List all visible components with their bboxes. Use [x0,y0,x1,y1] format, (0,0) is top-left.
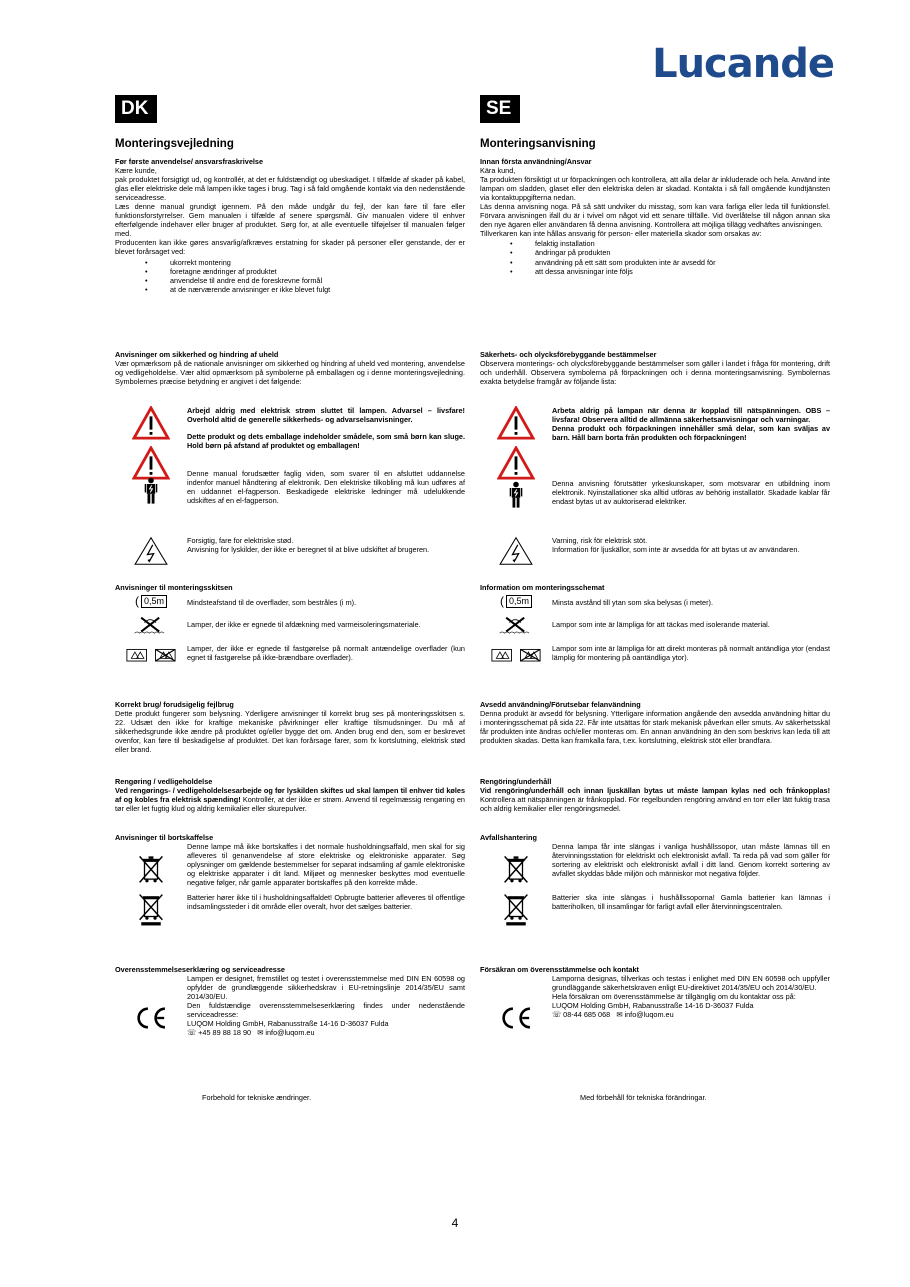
liability-list [115,258,465,294]
subheading: Avsedd användning/Förutsebar felanvändning [480,700,641,709]
paragraph: Tillverkaren kan inte hållas ansvarig för person- eller materiella skador som orsakas av: [480,229,762,239]
email-icon: ✉ [257,1028,264,1038]
section-intended-use [115,700,465,754]
phone-icon: ☏ [187,1028,197,1038]
subheading: Anvisninger til monteringsskitsen [115,583,233,592]
no-insulation-icon [498,615,534,635]
insulation-text: Lamper, der ikke er egnede til afdækning med varmeisoleringsmateriale. [187,619,421,629]
ce-mark-icon [499,1006,533,1030]
subheading: Før første anvendelse/ ansvarsfraskrivelse [115,157,264,166]
list-item: • ukorrekt montering [170,258,465,267]
paragraph: Läs denna anvisning noga. På så sätt undviker du misstag, som kan vara farliga eller leda till funktionsfel. Förvara anvisningen ifall du är i tvivel om något vid ett senare tillfälle. Vid överlåtelse till någon annan ska den nye ägaren eller användaren få denna anvisning. Kontrollera att möjliga tillägg vedhäftes anvisningen. [480,202,830,230]
distance-label: 0,5m [141,595,167,608]
paragraph: Ta produkten försiktigt ut ur förpackningen och kontrollera, att alla delar är inkluderade och hela. Använd inte lampan om sladden, glaset eller den elektriska delen är skadad. Kontakta i så fall omgående kundtjänsten via kontaktuppgifterna nedan. [480,175,830,203]
ce-mark-icon [134,1006,168,1030]
list-item: • foretagne ændringer af produktet [170,267,465,276]
paragraph: Læs denne manual grundigt igennem. På den måde undgår du fejl, der kan føre til fare eller funktionsforstyrrelser. Gem manualen i tilfælde af senere spørgsmål. Giv manualen videre til enhver efterfølgende indehaver eller bruger af produktet. Sørg for, at alle eventuelle tilføjelser til manualen følger med. [115,202,465,239]
electrician-text: Denne manual forudsætter faglig viden, som svarer til en afsluttet uddannelse indenfor manuel håndtering af elektronik. Den elektriske tilkobling må kun udføres af en uddannet el-fagperson. Beskadigede elektriske ledninger må udelukkende udskiftes af en el-fagperson. [187,469,465,506]
electrician-icon [144,475,158,507]
warning-triangle-icon [132,406,170,440]
flammable-text: Lamper, der ikke er egnede til fastgørelse på normalt antændelige overflader (kun egnet til fastgørelse på ikke-brændbare overflader). [187,643,465,662]
weee-text: Denna lampa får inte slängas i vanliga hushållssopor, utan måste lämnas till en återvinningsstation för elektriskt och elektroniskt avfall. Ta reda på vad som gäller för sortering av elektriskt och elektroniskt avfall i ditt land. Genom korrekt sortering av avfallet skyddas både miljön och människor mot negativa följder. [552,842,830,879]
weee-bin-icon [138,854,164,888]
conformity-text: Hela försäkran om överensstämmelse är tillgänglig om du kontaktar oss på: [552,992,796,1002]
distance-icon: ( 0,5m [500,594,532,609]
column-se [480,95,830,1020]
conformity-text: Den fuldstændige overensstemmelseserklæring findes under nedenstående serviceadresse: [187,1001,465,1020]
section-safety [115,350,465,386]
distance-icon: ( 0,5m [135,594,167,609]
subheading: Innan första användning/Ansvar [480,157,592,166]
section-first-use [115,157,465,294]
subheading: Information om monteringsschemat [480,583,605,592]
paragraph: Observera monterings- och olycksförebyggande bestämmelser som gäller i landet i fråga för montering, drift och underhåll. Observera symbolerna på förpackningen och i denna monteringsanvisning. Symbolernas exakta betydelse framgår av följande lista: [480,359,830,387]
section-title: Monteringsvejledning [115,138,234,150]
section-title: Monteringsanvisning [480,138,596,150]
shock-text: Varning, risk för elektrisk stöt. [552,536,648,545]
battery-text: Batterier hører ikke til i husholdningsaffaldet! Opbrugte batterier afleveres til offentlige indsamlingssteder i dit område eller overalt, hvor det sælges batterier. [187,893,465,912]
warning-text: Arbejd aldrig med elektrisk strøm sluttet til lampen. Advarsel – livsfare! Overhold altid de generelle sikkerheds- og advarselsanvisninger. [187,406,465,425]
section-cleaning [480,777,830,813]
warning-block [480,406,830,480]
cleaning-bold: Vid rengöring/underhåll och innan ljuskällan bytas ut måste lampan kylas ned och frånkopplas! [480,786,830,796]
paragraph: pak produktet forsigtigt ud, og kontrollér, at det er fuldstændigt og ubeskadiget. I tilfælde af skader på kabel, glas eller elektriske dele må lampen ikke tages i brug. Tag i så fald omgående kontakt via den nedenstående serviceadresse. [115,175,465,203]
warning-text: Arbeta aldrig på lampan när denna är kopplad till nätspänningen. OBS – livsfara! Observera alltid de allmänna säkerhetsanvisningar och varningar. [552,406,830,425]
service-address: LUQOM Holding GmbH, Rabanusstraße 14-16 D-36037 Fulda [187,1019,389,1029]
warning-triangle-icon [497,406,535,440]
list-item: • ändringar på produkten [535,248,830,257]
list-item: • anvendelse til andre end de foreskrevne formål [170,276,465,285]
electrician-icon [509,479,523,511]
contact-line [187,1028,465,1037]
phone-icon: ☏ [552,1010,562,1020]
conformity-text: Lamporna designas, tillverkas och testas i enlighet med DIN EN 60598 och uppfyller grundläggande säkerhetskraven enligt EU-direktivet 2014/35/EU och 2014/30/EU. [552,974,830,993]
footer-note-dk: Forbehold for tekniske ændringer. [202,1093,312,1102]
subheading: Korrekt brug/ forudsigelig fejlbrug [115,700,234,709]
section-disposal [115,833,465,927]
liability-list [480,239,830,275]
flammable-text: Lampor som inte är lämpliga för att direkt monteras på normalt antändliga ytor (endast lämplig för montering på oantändliga ytor). [552,643,830,662]
weee-text: Denne lampe må ikke bortskaffes i det normale husholdningsaffald, men skal for sig afleveres til genanvendelse af store elektriske og elektroniske apparater. Søg oplysninger om gældende bestemmelser for separat indsamling af gamle elektroniske og elektriske apparater i dit land. Miljøet og mennesker beskyttes mod eventuelle negative følger, når gamle apparater bortskaffes på den korrekte måde. [187,842,465,888]
weee-bin-icon [503,854,529,888]
section-mounting-sketch [115,583,465,662]
cleaning-bold: Ved rengørings- / vedligeholdelsesarbejde og før lyskilden skiftes ud skal lampen til enhver tid køles af og kobles fra elektrisk spænding! [115,786,465,805]
list-item: • at de nærværende anvisninger er ikke blevet fulgt [170,285,465,294]
paragraph [480,786,830,813]
conformity-text: Lampen er designet, fremstillet og testet i overensstemmelse med DIN EN 60598 og opfylder de grundlæggende sikkerhedskrav i EU-retningslinje 2014/35/EU samt 2014/30/EU. [187,974,465,1002]
shock-block [115,536,465,566]
distance-label: 0,5m [506,595,532,608]
email-address: info@luqom.eu [624,1010,674,1020]
shock-block [480,536,830,566]
section-cleaning [115,777,465,813]
electrician-text: Denna anvisning förutsätter yrkeskunskaper, som motsvarar en utbildning inom elektronik. Nyinstallationer ska alltid utföras av behörig installatör. Skadade kablar får endast bytas ut av auktoriserad elektriker. [552,479,830,507]
shock-text: Forsigtig, fare for elektriske stød. [187,536,294,545]
subheading: Anvisninger om sikkerhed og hindring af uheld [115,350,279,359]
section-intended-use [480,700,830,745]
shock-text: Anvisning for lyskilder, der ikke er beregnet til at blive udskiftet af brugeren. [187,545,430,555]
language-badge-se: SE [480,95,520,123]
subheading: Anvisninger til bortskaffelse [115,833,214,842]
subheading: Rengøring / vedligeholdelse [115,777,213,786]
flammable-surface-icon [491,644,541,662]
footer-note-se: Med förbehåll för tekniska förändringar. [580,1093,707,1102]
section-conformity [480,965,830,1030]
column-dk [115,95,465,1038]
email-address: info@luqom.eu [265,1028,315,1038]
contact-line [552,1010,830,1019]
section-first-use [480,157,830,276]
subheading: Säkerhets- och olycksförebyggande bestämmelser [480,350,657,359]
paragraph: Dette produkt fungerer som belysning. Yderligere anvisninger til korrekt brug ses på monteringsskitsen s. 22. Udsæt den ikke for kraftige mekaniske påvirkninger eller kraftige tilsmudsninger. Du må af sikkerhedsgrunde ikke ændre på produktet og/eller bygge det om. Anden brug end den, som er beskrevet ovenfor, kan føre til beskadigelse af produktet. Det kan forårsage farer, som fx kortslutning, elektrisk stød eller brand. [115,709,465,755]
distance-text: Minsta avstånd till ytan som ska belysas (i meter). [552,598,713,608]
battery-text: Batterier ska inte slängas i hushållssoporna! Gamla batterier kan lämnas i batteriholken, till insamlingar för farligt avfall eller återvinningscentralen. [552,893,830,912]
cleaning-rest: Kontrollera att nätspänningen är frånkopplad. För regelbunden rengöring använd en torr eller lätt fuktig trasa och aldrig kemikalier eller rengöringsmedel. [480,795,830,814]
subheading: Rengöring/underhåll [480,777,552,786]
section-safety [480,350,830,386]
section-mounting-sketch [480,583,830,662]
page-number: 4 [451,1216,459,1230]
paragraph: Denna produkt är avsedd för belysning. Ytterligare information angående den avsedda användning hittar du i monteringsschemat på sida 22. Får inte utsättas för stark mekanisk påverkan eller smuts. Av säkerhetsskäl får produkten inte ändras och/eller monteras om. En annan användning än den som beskrivs kan leda till att produkten skadas. Detta kan framkalla fara, t.ex. kortslutning, elektrisk stöt eller brandfara. [480,709,830,746]
brand-logo: Lucande [652,41,834,87]
service-address: LUQOM Holding GmbH, Rabanusstraße 14-16 D-36037 Fulda [552,1001,754,1011]
electric-shock-icon [133,536,169,566]
list-item: • användning på ett sätt som produkten inte är avsedd för [535,258,830,267]
subheading: Avfallshantering [480,833,537,842]
greeting: Kære kunde, [115,166,157,176]
electrician-block [115,469,465,507]
electric-shock-icon [498,536,534,566]
shock-text: Information för ljuskällor, som inte är avsedda för att bytas ut av användaren. [552,545,800,555]
section-disposal [480,833,830,927]
list-item: • felaktig installation [535,239,830,248]
warning-text: Dette produkt og dets emballage indeholder smådele, som små børn kan sluge. Hold børn på afstand af produktet og emballagen! [187,432,465,451]
greeting: Kära kund, [480,166,516,176]
insulation-text: Lampor som inte är lämpliga för att täckas med isolerande material. [552,619,770,629]
phone-number: 08-44 685 068 [563,1010,611,1020]
distance-text: Mindsteafstand til de overflader, som bestråles (i m). [187,598,357,608]
language-badge-dk: DK [115,95,157,123]
electrician-block [480,475,830,511]
no-insulation-icon [133,615,169,635]
subheading: Overensstemmelseserklæring og serviceadresse [115,965,285,974]
flammable-surface-icon [126,644,176,662]
paragraph: Vær opmærksom på de nationale anvisninger om sikkerhed og hindring af uheld ved montering, anvendelse og vedligeholdelse. Vær altid opmærksom på symbolerne på emballagen og i denne monteringsvejledning. Symbolernes præcise betydning er angivet i det følgende: [115,359,465,387]
battery-bin-icon [138,893,164,927]
phone-number: +45 89 88 18 90 [198,1028,252,1038]
warning-text: Denna produkt och förpackningen innehåller små delar, som kan sväljas av barn. Håll barn borta från produkten och förpackningen! [552,424,830,443]
list-item: • att dessa anvisningar inte följs [535,267,830,276]
subheading: Försäkran om överensstämmelse och kontakt [480,965,639,974]
paragraph: Producenten kan ikke gøres ansvarlig/afkræves erstatning for skader på personer eller genstande, der er blevet forårsaget ved: [115,238,465,257]
section-conformity [115,965,465,1037]
battery-bin-icon [503,893,529,927]
paragraph [115,786,465,813]
email-icon: ✉ [616,1010,623,1020]
cleaning-rest: Kontrollér, at der ikke er strøm. Anvend til regelmæssig rengøring en tør eller let fugtig klud og aldrig kemikalier eller skurepulver. [115,795,465,814]
